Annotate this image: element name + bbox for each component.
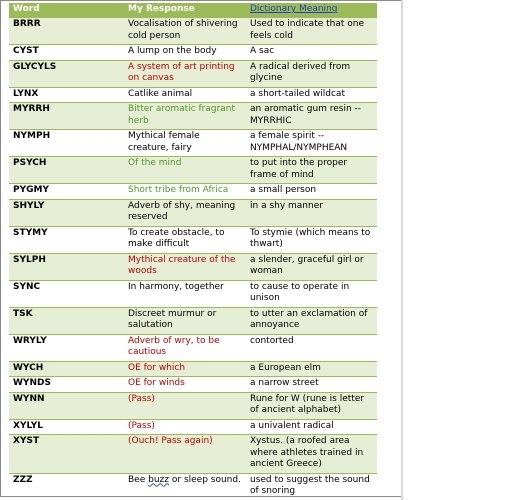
word-cell: BRRR — [9, 18, 124, 45]
word-cell: LYNX — [9, 87, 124, 103]
meaning-cell: a European elm — [246, 361, 377, 377]
table-row — [9, 199, 377, 226]
response-cell: Bitter aromatic fragrant herb — [124, 103, 246, 130]
word-cell: SYLPH — [9, 253, 124, 280]
word-cell: WYNN — [9, 392, 124, 419]
table-row — [9, 60, 377, 87]
meaning-cell: a female spirit -- NYMPHAL/NYMPHEAN — [246, 130, 377, 157]
response-cell: (Pass) — [124, 392, 246, 419]
word-cell: WYNDS — [9, 377, 124, 393]
response-cell: Adverb of wry, to be cautious — [124, 334, 246, 361]
word-cell: ZZZ — [9, 473, 124, 497]
table-row — [9, 377, 377, 393]
meaning-cell: an aromatic gum resin -- MYRRHIC — [246, 103, 377, 130]
response-cell: Mythical female creature, fairy — [124, 130, 246, 157]
word-cell: SYNC — [9, 280, 124, 307]
meaning-cell: to utter an exclamation of annoyance — [246, 307, 377, 334]
table-row — [9, 45, 377, 61]
meaning-cell: a narrow street — [246, 377, 377, 393]
meaning-cell: To stymie (which means to thwart) — [246, 226, 377, 253]
header-dictionary-meaning[interactable]: Dictionary Meaning — [246, 3, 377, 18]
table-row — [9, 87, 377, 103]
word-cell: TSK — [9, 307, 124, 334]
word-cell: SHYLY — [9, 199, 124, 226]
meaning-cell: A radical derived from glycine — [246, 60, 377, 87]
response-cell: Of the mind — [124, 157, 246, 184]
response-fragment: or sleep sound. — [171, 474, 241, 485]
word-cell: MYRRH — [9, 103, 124, 130]
word-table — [9, 3, 377, 497]
table-row — [9, 103, 377, 130]
response-cell: Discreet murmur or salutation — [124, 307, 246, 334]
response-cell: A lump on the body — [124, 45, 246, 61]
word-cell: WYCH — [9, 361, 124, 377]
word-cell: CYST — [9, 45, 124, 61]
word-cell: XYST — [9, 435, 124, 474]
table-row — [9, 130, 377, 157]
response-cell: OE for which — [124, 361, 246, 377]
header-my-response: My Response — [124, 3, 246, 18]
meaning-cell: A sac — [246, 45, 377, 61]
meaning-cell: contorted — [246, 334, 377, 361]
response-cell: A system of art printing on canvas — [124, 60, 246, 87]
table-row — [9, 392, 377, 419]
response-cell: Short tribe from Africa — [124, 184, 246, 200]
meaning-cell: used to suggest the sound of snoring — [246, 473, 377, 497]
table-row — [9, 435, 377, 474]
meaning-cell: a short-tailed wildcat — [246, 87, 377, 103]
header-word: Word — [9, 3, 124, 18]
word-cell: PSYCH — [9, 157, 124, 184]
table-row — [9, 419, 377, 435]
word-cell: NYMPH — [9, 130, 124, 157]
meaning-cell: a small person — [246, 184, 377, 200]
response-cell — [124, 473, 246, 497]
table-row — [9, 226, 377, 253]
table-row — [9, 157, 377, 184]
table-row — [9, 18, 377, 45]
meaning-cell: Xystus. (a roofed area where athletes trained in ancient Greece) — [246, 435, 377, 474]
response-cell: Mythical creature of the woods — [124, 253, 246, 280]
meaning-cell: in a shy manner — [246, 199, 377, 226]
meaning-cell: Rune for W (rune is letter of ancient alphabet) — [246, 392, 377, 419]
word-cell: XYLYL — [9, 419, 124, 435]
table-body — [9, 18, 377, 498]
response-cell: OE for winds — [124, 377, 246, 393]
table-row — [9, 253, 377, 280]
meaning-cell: a slender, graceful girl or woman — [246, 253, 377, 280]
response-cell: (Pass) — [124, 419, 246, 435]
response-cell: Adverb of shy, meaning reserved — [124, 199, 246, 226]
response-cell: (Ouch! Pass again) — [124, 435, 246, 474]
table-header-row — [9, 3, 377, 18]
response-fragment: Bee — [128, 474, 146, 485]
meaning-cell: a univalent radical — [246, 419, 377, 435]
response-cell: To create obstacle, to make difficult — [124, 226, 246, 253]
meaning-cell: to put into the proper frame of mind — [246, 157, 377, 184]
word-cell: WRYLY — [9, 334, 124, 361]
meaning-cell: to cause to operate in unison — [246, 280, 377, 307]
response-cell: Catlike animal — [124, 87, 246, 103]
meaning-cell: Used to indicate that one feels cold — [246, 18, 377, 45]
response-fragment: buzz — [148, 474, 169, 485]
word-cell: GLYCYLS — [9, 60, 124, 87]
table-row — [9, 361, 377, 377]
table-row — [9, 307, 377, 334]
response-cell: In harmony, together — [124, 280, 246, 307]
word-cell: STYMY — [9, 226, 124, 253]
response-cell: Vocalisation of shivering cold person — [124, 18, 246, 45]
table-row — [9, 184, 377, 200]
table-row — [9, 334, 377, 361]
table-row — [9, 280, 377, 307]
page-edge — [401, 0, 403, 500]
word-cell: PYGMY — [9, 184, 124, 200]
table-row — [9, 473, 377, 497]
